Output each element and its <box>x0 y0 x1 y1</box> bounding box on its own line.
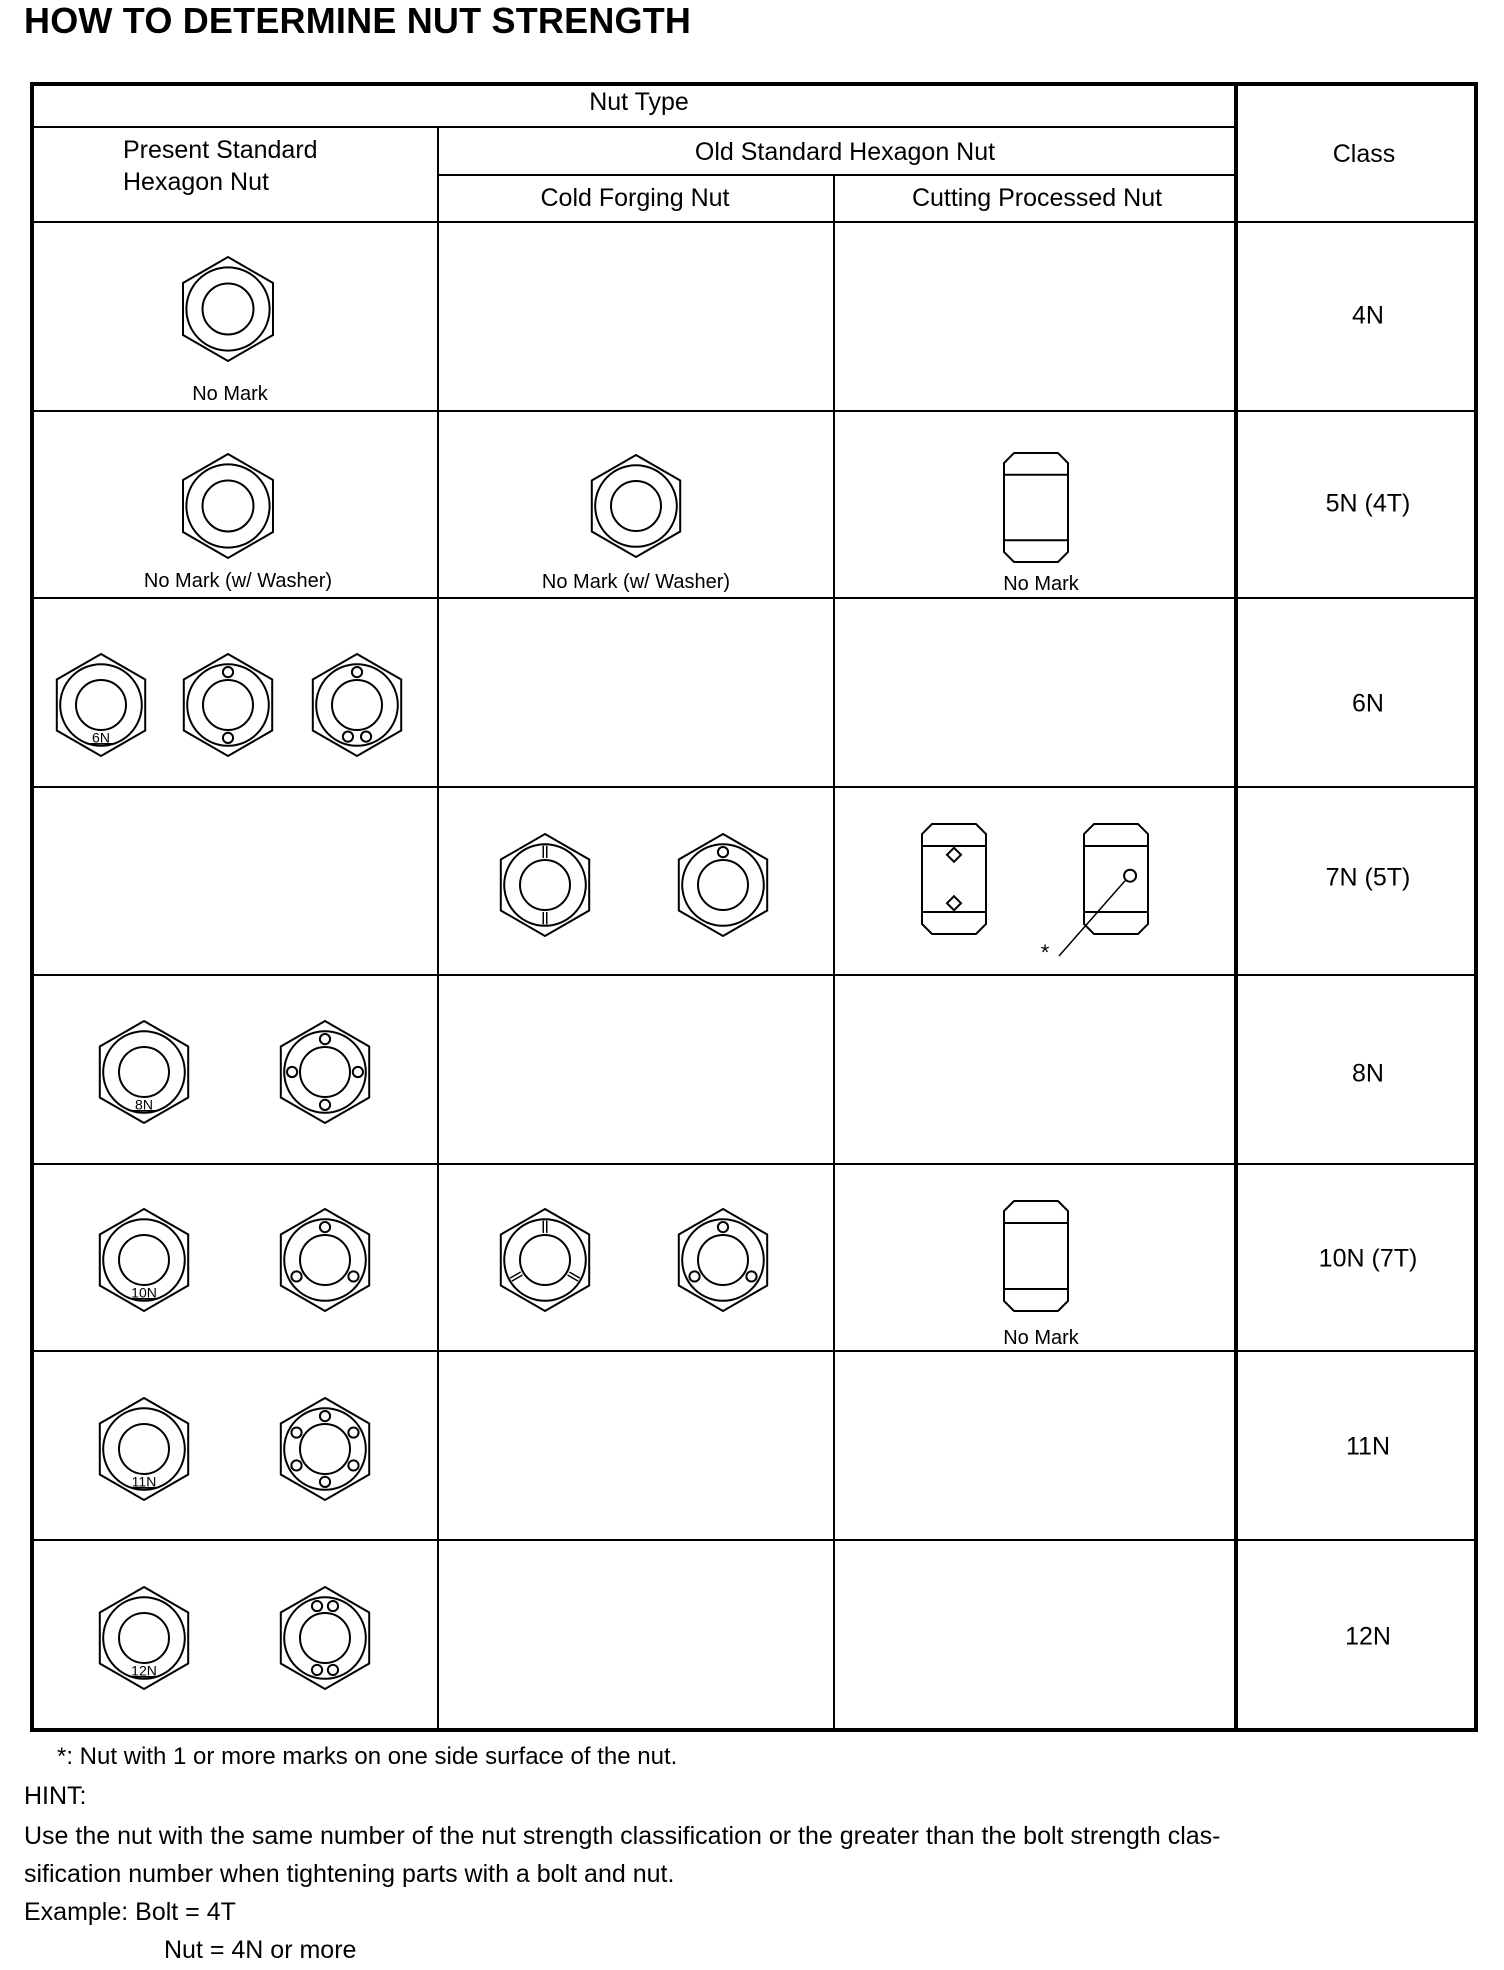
hex-nut-icon <box>281 1021 369 1123</box>
hex-nut-icon <box>501 1209 589 1311</box>
header-nut-type: Nut Type <box>589 88 689 116</box>
hint-text-line: sification number when tightening parts with a bolt and nut. <box>24 1860 675 1888</box>
nut-label: No Mark (w/ Washer) <box>143 570 333 592</box>
nut-label: No Mark <box>1003 573 1079 595</box>
header-present-standard-line2: Hexagon Nut <box>123 168 269 196</box>
hex-nut-icon <box>679 1209 767 1311</box>
nut-stamp-text: 8N <box>135 1096 153 1113</box>
hex-nut-icon <box>313 654 401 756</box>
class-value: 10N (7T) <box>1318 1244 1418 1273</box>
nut-stamp-text: 6N <box>92 729 110 746</box>
hex-nut-icon <box>184 654 272 756</box>
hex-nut-icon <box>281 1587 369 1689</box>
nut-label: No Mark <box>192 383 268 405</box>
class-value: 5N (4T) <box>1325 489 1411 518</box>
header-old-standard: Old Standard Hexagon Nut <box>694 138 996 166</box>
hex-nut-icon <box>183 257 273 361</box>
hex-nut-side-view-icon <box>1059 824 1148 956</box>
nut-illustrations <box>57 257 1148 1689</box>
hex-nut-icon <box>100 1398 188 1500</box>
hex-nut-side-view-icon <box>1004 453 1068 562</box>
header-class: Class <box>1332 140 1396 168</box>
hint-example-bolt: Example: Bolt = 4T <box>24 1898 236 1926</box>
class-value: 11N <box>1345 1432 1391 1461</box>
hex-nut-icon <box>501 834 589 936</box>
hex-nut-side-view-icon <box>1004 1201 1068 1311</box>
header-present-standard-line1: Present Standard <box>123 136 318 164</box>
hex-nut-icon <box>100 1587 188 1689</box>
hex-nut-icon <box>281 1398 369 1500</box>
hint-text-line: Use the nut with the same number of the nut strength classification or the greater than the bolt strength clas- <box>24 1822 1221 1850</box>
nut-stamp-text: 10N <box>131 1284 157 1301</box>
header-cutting-processed: Cutting Processed Nut <box>911 184 1163 212</box>
side-mark-asterisk: * <box>1040 940 1050 965</box>
hex-nut-icon <box>100 1021 188 1123</box>
header-cold-forging: Cold Forging Nut <box>540 184 730 212</box>
hex-nut-icon <box>592 455 680 557</box>
hex-nut-icon <box>183 454 273 558</box>
nut-stamp-text: 12N <box>131 1662 157 1679</box>
nut-stamp-text: 11N <box>131 1473 157 1490</box>
hex-nut-icon <box>679 834 767 936</box>
footnote: *: Nut with 1 or more marks on one side surface of the nut. <box>57 1743 678 1770</box>
hint-heading: HINT: <box>24 1782 87 1810</box>
nut-label: No Mark <box>1003 1327 1079 1349</box>
class-value: 6N <box>1352 689 1384 718</box>
page-title: HOW TO DETERMINE NUT STRENGTH <box>24 0 692 41</box>
hint-example-nut: Nut = 4N or more <box>164 1936 357 1964</box>
hex-nut-side-view-icon <box>922 824 986 934</box>
hex-nut-icon <box>281 1209 369 1311</box>
hex-nut-icon <box>57 654 145 756</box>
class-value: 12N <box>1345 1622 1391 1651</box>
hex-nut-icon <box>100 1209 188 1311</box>
table-grid <box>30 82 1478 1732</box>
class-value: 8N <box>1352 1059 1384 1088</box>
class-value: 4N <box>1352 301 1384 330</box>
class-value: 7N (5T) <box>1325 863 1411 892</box>
nut-label: No Mark (w/ Washer) <box>541 571 731 593</box>
